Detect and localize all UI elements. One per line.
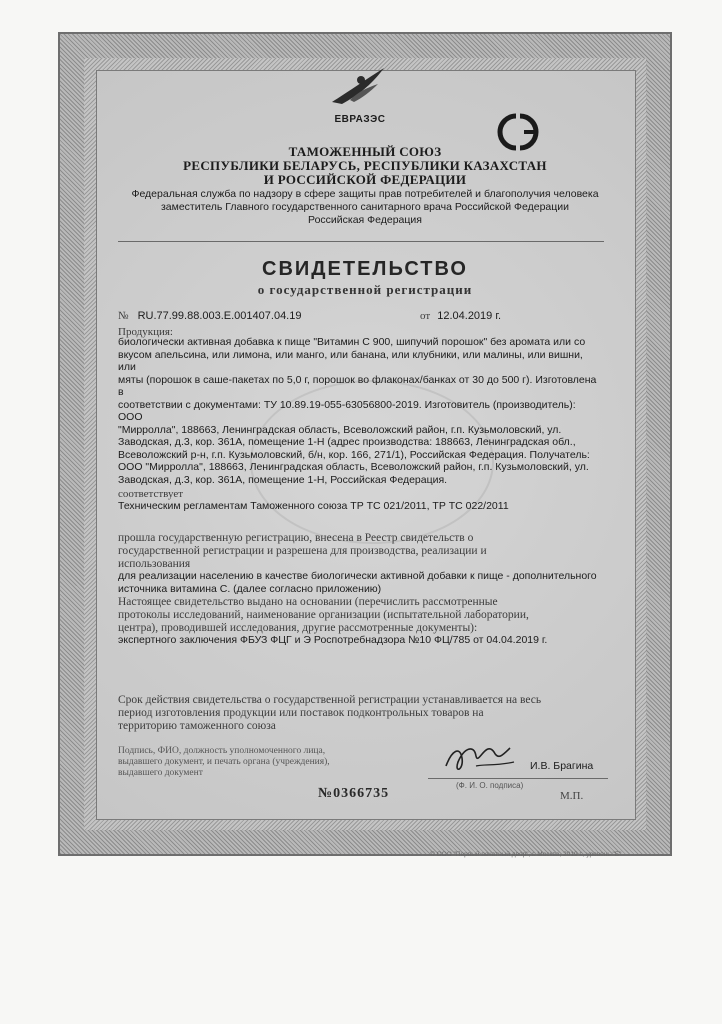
signer-name: И.В. Брагина [530, 760, 594, 772]
registry-text [118, 532, 598, 571]
product-line: биологически активная добавка к пище "Витамин С 900, шипучий порошок" без аромата или со [118, 336, 586, 348]
document-title: СВИДЕТЕЛЬСТВО [262, 258, 468, 280]
registration-date: 12.04.2019 г. [437, 310, 502, 322]
basis-line: Настоящее свидетельство выдано на основании (перечислить рассмотренные [118, 596, 498, 608]
validity-line: территорию таможенного союза [118, 720, 276, 732]
signature-line [428, 778, 608, 779]
header-line-3: И РОССИЙСКОЙ ФЕДЕРАЦИИ [263, 172, 467, 187]
basis-line: центра), проводившей исследования, другие рассмотренные документы): [118, 622, 478, 634]
product-line: Всеволожский р-н, г.п. Кузьмоловский, б/н, кор. 166, 271/1), Российская Федерация. Получатель: [118, 448, 590, 461]
seal-mark: М.П. [560, 790, 584, 802]
fio-caption: (Ф. И. О. подписа) [456, 781, 524, 790]
validity-line: Срок действия свидетельства о государственной регистрации устанавливается на весь [118, 694, 542, 706]
authority-line-1: Федеральная служба по надзору в сфере защиты прав потребителей и благополучия человека [131, 188, 599, 200]
product-line: ООО "Мирролла", 188663, Ленинградская область, Всеволожский район, г.п. Кузьмоловский, ул. [118, 461, 589, 473]
basis-value: экспертного заключения ФБУЗ ФЦГ и Э Роспотребнадзора №10 ФЦ/785 от 04.04.2019 г. [118, 634, 548, 646]
product-line: Заводская, д.3, кор. 361А, помещение 1-Н, Российская Федерация. [118, 473, 448, 486]
validity-text [118, 694, 602, 733]
product-label: Продукция: [118, 326, 173, 338]
registration-number-row [118, 310, 301, 322]
product-line: соответствии с документами: ТУ 10.89.19-055-63056800-2019. Изготовитель (производитель): ООО [118, 398, 576, 423]
product-line: мяты (порошок в саше-пакетах по 5,0 г, порошок во флаконах/банках от 30 до 500 г). Изготовлена в [118, 373, 597, 398]
basis-line: протоколы исследований, наименование организации (испытательной лаборатории, [118, 609, 529, 621]
authority-line-3: Российская Федерация [308, 214, 422, 226]
signature-caption-line: выдавшего документ [118, 768, 203, 778]
basis-text [118, 596, 602, 635]
signature-caption-line: Подпись, ФИО, должность уполномоченного лица, [118, 746, 326, 756]
eurasec-emblem-icon [328, 62, 388, 112]
number-prefix: № [118, 310, 129, 322]
registration-date-row [420, 310, 501, 322]
header-line-2: РЕСПУБЛИКИ БЕЛАРУСЬ, РЕСПУБЛИКИ КАЗАХСТАН [183, 158, 547, 173]
signature-caption-line: выдавшего документ, и печать органа (учреждения), [118, 757, 330, 767]
handwritten-signature-icon [440, 730, 520, 780]
emblem-label: ЕВРАЗЭС [334, 114, 386, 125]
document-subtitle: о государственной регистрации [257, 282, 473, 297]
header-line-1: ТАМОЖЕННЫЙ СОЮЗ [288, 144, 442, 159]
divider [118, 241, 604, 242]
registry-line: использования [118, 558, 191, 570]
product-line: вкусом апельсина, или лимона, или манго, или банана, или клубники, или малины, или вишни, или [118, 348, 583, 373]
registry-line: государственной регистрации и разрешена для производства, реализации и [118, 545, 487, 557]
date-prefix: от [420, 310, 431, 322]
conformity-label: соответствует [118, 488, 184, 500]
product-line: "Мирролла", 188663, Ленинградская область, Всеволожский район, г.п. Кузьмоловский, ул. [118, 423, 562, 436]
authority-line-2: заместитель Главного государственного санитарного врача Российской Федерации [160, 201, 570, 213]
printer-imprint: © ООО "Первый печатный двор", г. Москва, 2019 г., уровень "Б" [430, 851, 622, 858]
registration-number: RU.77.99.88.003.E.001407.04.19 [137, 310, 302, 322]
validity-line: период изготовления продукции или поставок подконтрольных товаров на [118, 707, 484, 719]
usage-text [118, 570, 602, 595]
usage-line: для реализации населению в качестве биологически активной добавки к пище - дополнительного [118, 570, 597, 582]
product-line: Заводская, д.3, кор. 361А, помещение 1-Н (адрес производства: 188663, Ленинградская обл., [118, 436, 576, 448]
conformity-text: Техническим регламентам Таможенного союза ТР ТС 021/2011, ТР ТС 022/2011 [118, 500, 509, 512]
serial-number: №0366735 [318, 786, 390, 801]
product-description [118, 336, 602, 486]
registry-line: прошла государственную регистрацию, внесена в Реестр свидетельств о [118, 532, 474, 544]
signature-caption [118, 746, 388, 779]
usage-line: источника витамина С. (далее согласно приложению) [118, 582, 382, 595]
